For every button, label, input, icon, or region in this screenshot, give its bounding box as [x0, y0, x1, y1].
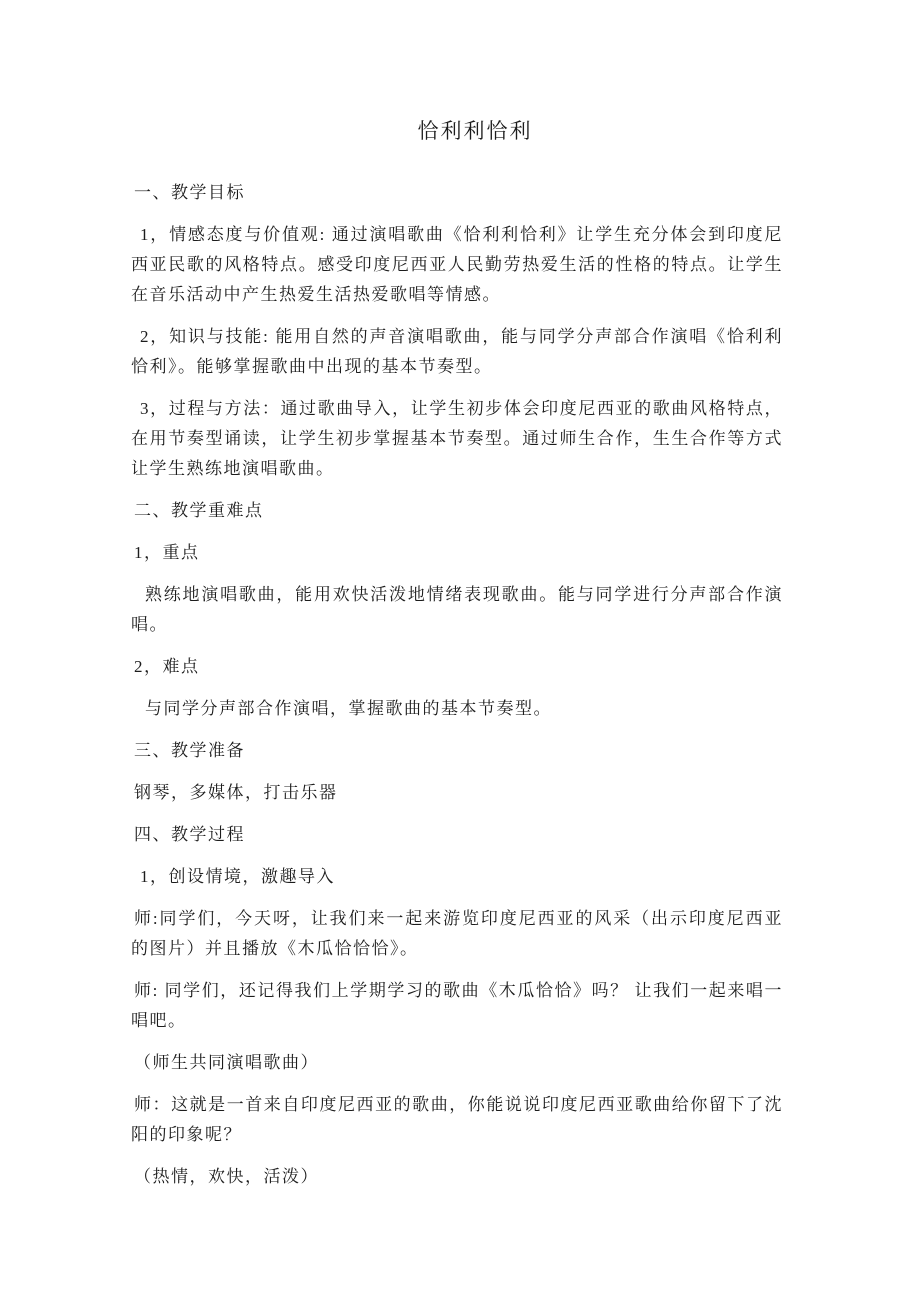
document-body — [131, 178, 783, 1192]
document-content — [131, 114, 783, 1192]
paragraph-plain: 1，重点 — [134, 543, 200, 562]
paragraph-section: 三、教学准备 — [134, 741, 245, 760]
paragraph-body: 熟练地演唱歌曲，能用欢快活泼地情绪表现歌曲。能与同学进行分声部合作演唱。 — [131, 585, 783, 634]
paragraph-speech: 师：这就是一首来自印度尼西亚的歌曲，你能说说印度尼西亚歌曲给你留下了沈阳的印象呢？ — [131, 1095, 783, 1144]
paragraph-item: 3，过程与方法：通过歌曲导入，让学生初步体会印度尼西亚的歌曲风格特点，在用节奏型诵读，让学生初步掌握基本节奏型。通过师生合作，生生合作等方式让学生熟练地演唱歌曲。 — [131, 399, 783, 478]
paragraph-plain: 钢琴，多媒体，打击乐器 — [134, 783, 338, 802]
paragraph-section: 一、教学目标 — [134, 183, 245, 202]
paragraph-item: 1，创设情境，激趣导入 — [140, 867, 335, 886]
paragraph-speech: （师生共同演唱歌曲） — [134, 1053, 319, 1072]
document-title: 恰利利恰利 — [417, 119, 533, 143]
paragraph-plain: 2，难点 — [134, 657, 200, 676]
paragraph-body: 与同学分声部合作演唱，掌握歌曲的基本节奏型。 — [145, 699, 552, 718]
paragraph-speech: （热情，欢快，活泼） — [134, 1167, 319, 1186]
paragraph-section: 二、教学重难点 — [134, 501, 264, 520]
paragraph-section: 四、教学过程 — [134, 825, 245, 844]
paragraph-item: 1，情感态度与价值观: 通过演唱歌曲《恰利利恰利》让学生充分体会到印度尼西亚民歌的风格特点。感受印度尼西亚人民勤劳热爱生活的性格的特点。让学生在音乐活动中产生热爱生活热爱歌唱等情感。 — [131, 225, 783, 304]
paragraph-speech: 师:同学们，今天呀，让我们来一起来游览印度尼西亚的风采（出示印度尼西亚的图片）并且播放《木瓜恰恰恰》。 — [131, 909, 783, 958]
paragraph-speech: 师: 同学们，还记得我们上学期学习的歌曲《木瓜恰恰》吗？ 让我们一起来唱一唱吧。 — [131, 981, 783, 1030]
paragraph-item: 2，知识与技能: 能用自然的声音演唱歌曲，能与同学分声部合作演唱《恰利利恰利》。能够掌握歌曲中出现的基本节奏型。 — [131, 327, 783, 376]
